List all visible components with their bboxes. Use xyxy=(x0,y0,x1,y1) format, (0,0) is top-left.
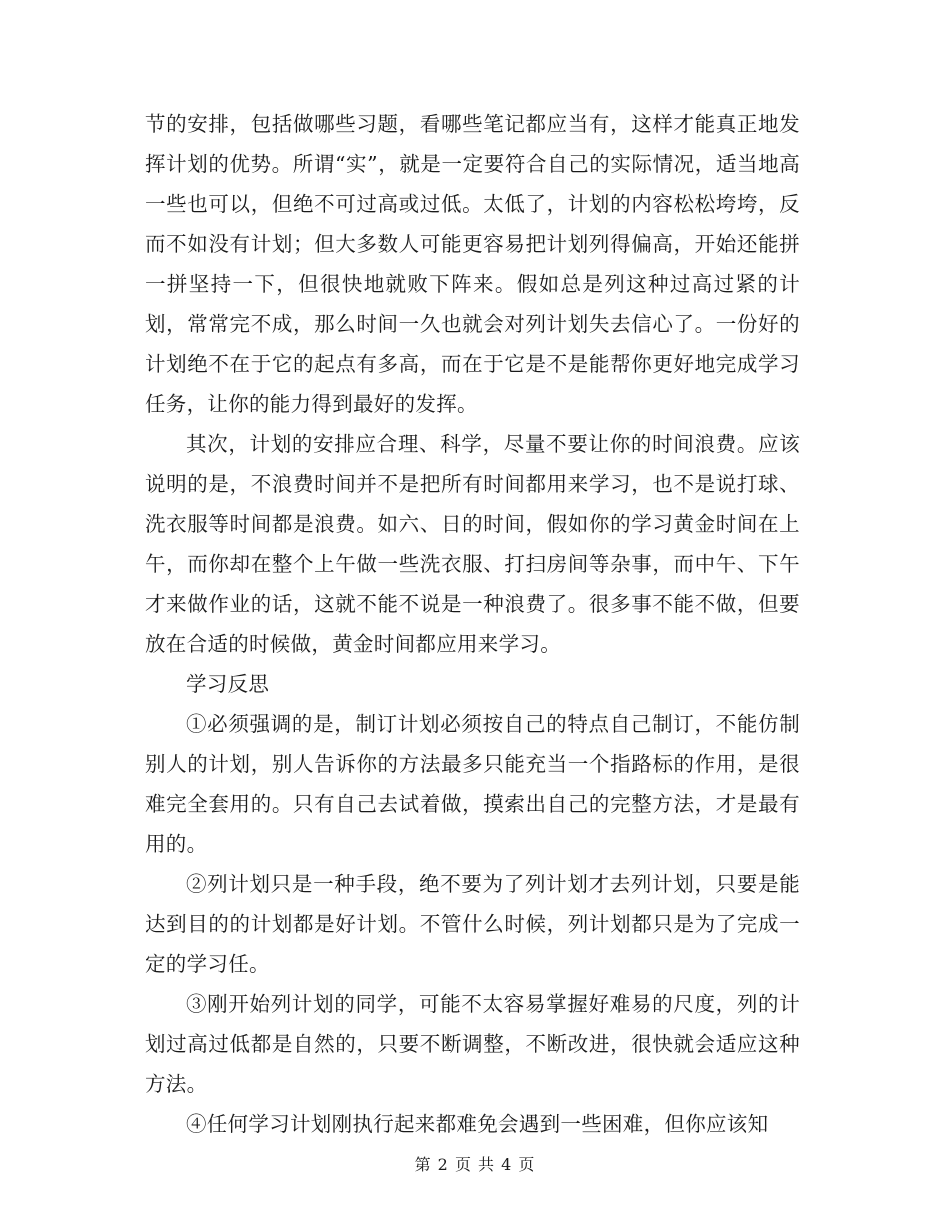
page-number-footer: 第 2 页 共 4 页 xyxy=(414,1155,536,1174)
reflection-item-1: ①必须强调的是，制订计划必须按自己的特点自己制订，不能仿制别人的计划，别人告诉你的方法最多只能充当一个指路标的作用，是很难完全套用的。只有自己去试着做，摸索出自己的完整方法，才是最有用的。 xyxy=(145,712,800,856)
reflection-item-3: ③刚开始列计划的同学，可能不太容易掌握好难易的尺度，列的计划过高过低都是自然的，只要不断调整，不断改进，很快就会适应这种方法。 xyxy=(145,992,800,1096)
body-paragraph-1: 节的安排，包括做哪些习题，看哪些笔记都应当有，这样才能真正地发挥计划的优势。所谓“实”，就是一定要符合自己的实际情况，适当地高一些也可以，但绝不可过高或过低。太低了，计划的内容松松垮垮，反而不如没有计划；但大多数人可能更容易把计划列得偏高，开始还能拼一拼坚持一下，但很快地就败下阵来。假如总是列这种过高过紧的计划，常常完不成，那么时间一久也就会对列计划失去信心了。一份好的计划绝不在于它的起点有多高，而在于它是不是能帮你更好地完成学习任务，让你的能力得到最好的发挥。 xyxy=(145,112,800,416)
document-body xyxy=(145,104,800,1144)
reflection-item-2: ②列计划只是一种手段，绝不要为了列计划才去列计划，只要是能达到目的的计划都是好计划。不管什么时候，列计划都只是为了完成一定的学习任。 xyxy=(145,872,800,976)
section-heading: 学习反思 xyxy=(186,672,270,696)
reflection-item-4: ④任何学习计划刚执行起来都难免会遇到一些困难，但你应该知 xyxy=(186,1112,769,1136)
body-paragraph-2: 其次，计划的安排应合理、科学，尽量不要让你的时间浪费。应该说明的是，不浪费时间并不是把所有时间都用来学习，也不是说打球、洗衣服等时间都是浪费。如六、日的时间，假如你的学习黄金时间在上午，而你却在整个上午做一些洗衣服、打扫房间等杂事，而中午、下午才来做作业的话，这就不能不说是一种浪费了。很多事不能不做，但要放在合适的时候做，黄金时间都应用来学习。 xyxy=(145,432,800,656)
